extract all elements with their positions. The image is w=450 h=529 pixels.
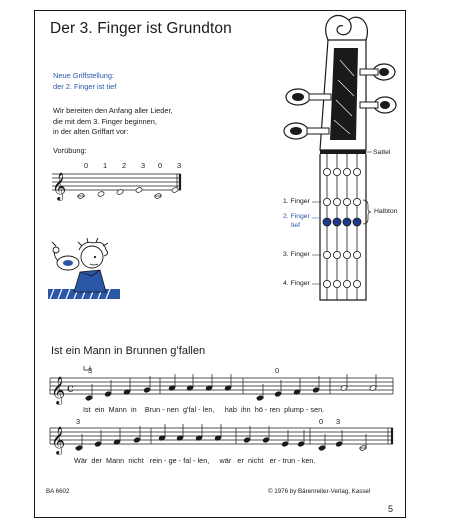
common-time-icon: c xyxy=(67,381,74,395)
nut-label: Sattel xyxy=(373,149,391,156)
page-title: Der 3. Finger ist Grundton xyxy=(50,20,232,37)
treble-clef-icon: 𝄞 xyxy=(51,426,66,454)
page-number: 5 xyxy=(388,504,394,514)
finger-label-1: 1. Finger xyxy=(283,198,310,205)
lyrics-line1: Ist ein Mann in Brun - nen g'fal - len, hab ihn hö - ren plump - sen. xyxy=(83,405,325,414)
treble-clef-icon: 𝄞 xyxy=(51,376,66,404)
intro-line2: die mit dem 3. Finger beginnen, xyxy=(53,116,157,126)
intro-line1: Wir bereiten den Anfang aller Lieder, xyxy=(53,106,173,115)
exercise-fingering-4: 3 xyxy=(141,161,146,170)
new-position-label-line2: der 2. Finger ist tief xyxy=(53,81,117,91)
treble-clef-icon: 𝄞 xyxy=(52,172,67,200)
exercise-fingering-3: 2 xyxy=(122,161,127,170)
finger-label-2: 2. Finger xyxy=(283,213,310,220)
exercise-fingering-6: 3 xyxy=(177,161,182,170)
exercise-label: Vorübung: xyxy=(53,146,87,155)
finger-label-4: 4. Finger xyxy=(283,280,310,287)
song-fingering-line2-a: 3 xyxy=(76,417,81,426)
exercise-fingering-2: 1 xyxy=(103,161,108,170)
footer-copyright: © 1976 by Bärenreiter-Verlag, Kassel xyxy=(268,488,371,495)
song-fingering-line2-c: 3 xyxy=(336,417,341,426)
new-position-label-line1: Neue Griffstellung: xyxy=(53,71,115,80)
lyrics-line2: Wär der Mann nicht rein - ge - fal - len, wär er nicht er - trun - ken. xyxy=(74,456,316,465)
footer-catalog-number: BA 6602 xyxy=(46,488,70,495)
intro-line3: in der alten Griffart vor: xyxy=(53,127,129,136)
song-fingering-line1-a: 3 xyxy=(88,366,93,375)
halbton-label: Halbton xyxy=(374,208,398,215)
exercise-fingering-1: 0 xyxy=(84,161,89,170)
song-title: Ist ein Mann in Brunnen g’fallen xyxy=(51,345,206,357)
finger-label-3: 3. Finger xyxy=(283,251,310,258)
exercise-fingering-5: 0 xyxy=(158,161,163,170)
finger-label-2-tief: tief xyxy=(291,222,301,229)
song-fingering-line2-b: 0 xyxy=(319,417,324,426)
song-fingering-line1-b: 0 xyxy=(275,366,280,375)
